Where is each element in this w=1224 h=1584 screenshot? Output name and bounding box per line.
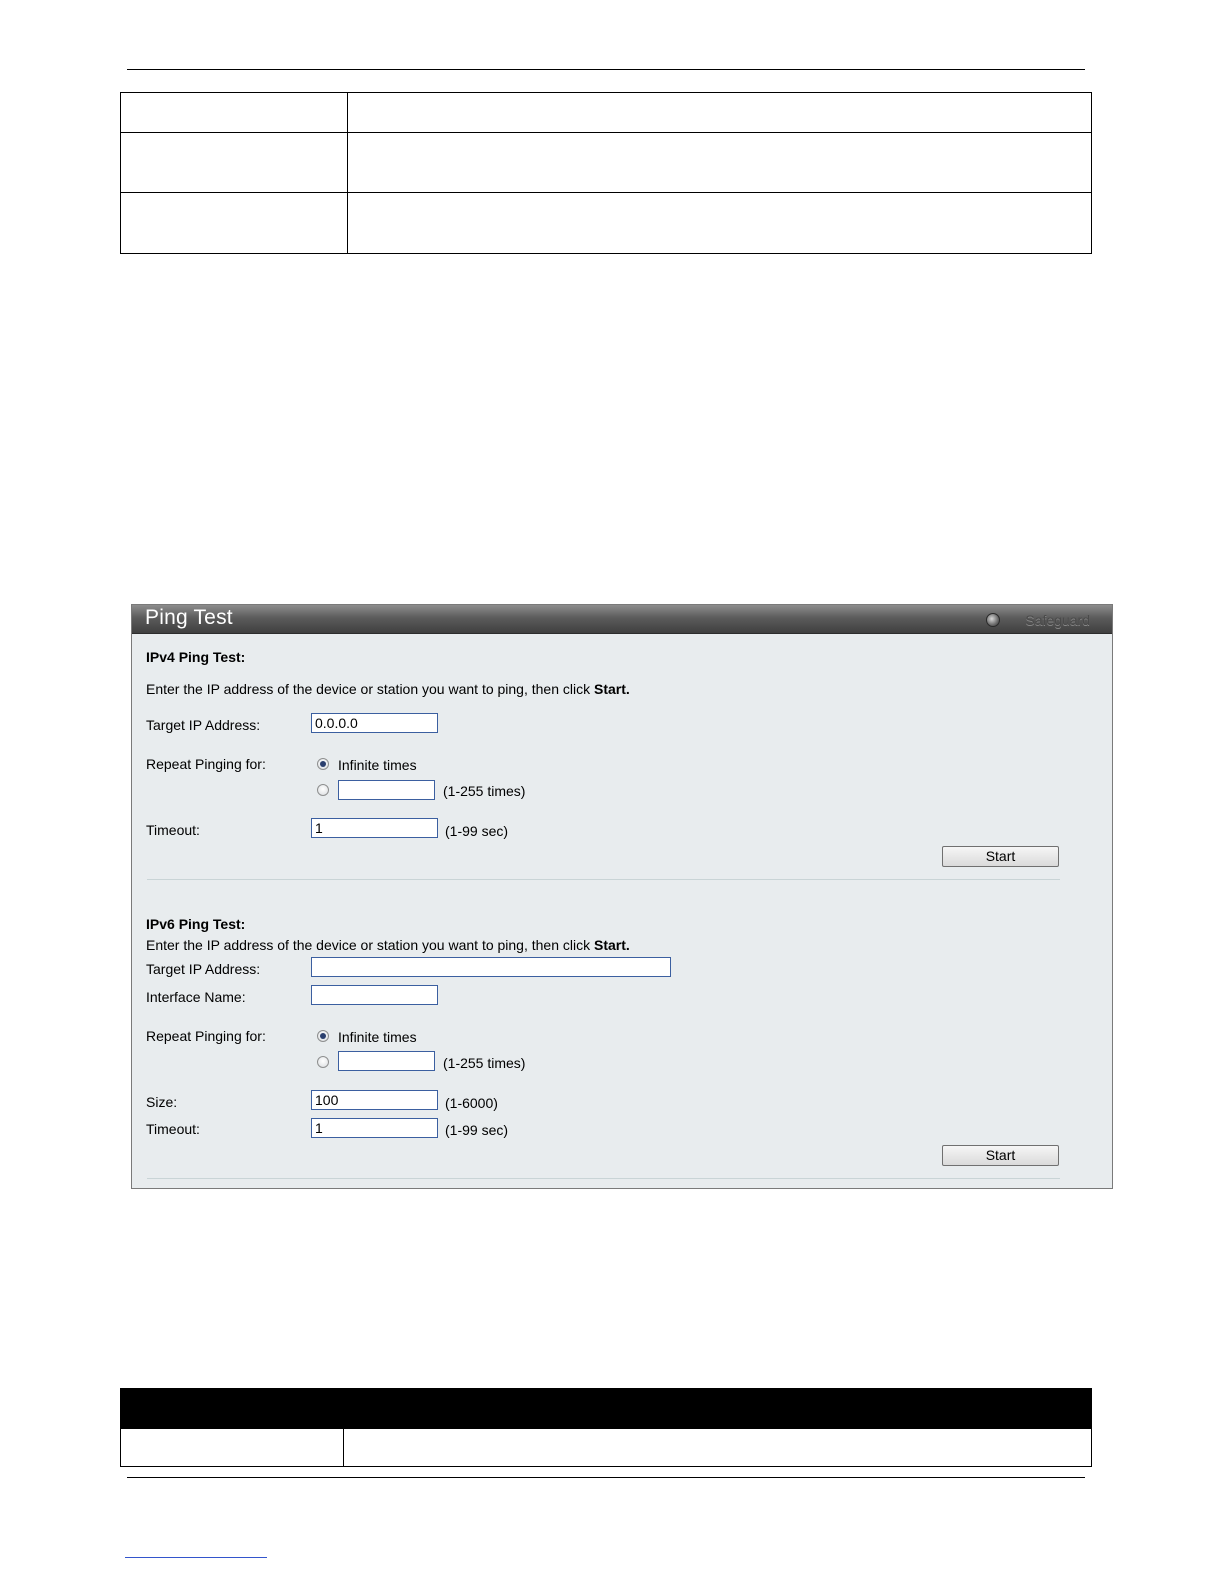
ipv4-infinite-radio[interactable] — [317, 758, 329, 770]
ipv6-timeout-input[interactable]: 1 — [311, 1118, 438, 1138]
ipv6-count-input[interactable] — [338, 1051, 435, 1071]
ipv6-count-radio[interactable] — [317, 1056, 329, 1068]
ipv4-heading: IPv4 Ping Test: — [146, 649, 246, 665]
ipv4-timeout-range: (1-99 sec) — [445, 823, 509, 839]
ipv6-heading: IPv6 Ping Test: — [146, 916, 246, 932]
table-row — [121, 1429, 1092, 1467]
safeguard-label[interactable]: Safeguard — [1025, 612, 1090, 628]
ipv6-timeout-range: (1-99 sec) — [445, 1122, 509, 1138]
panel-header — [132, 605, 1112, 634]
ipv6-size-label: Size: — [146, 1094, 178, 1110]
ipv6-start-button[interactable]: Start — [942, 1145, 1059, 1166]
table-header-row — [121, 1389, 1092, 1429]
ping-test-panel — [131, 604, 1113, 1189]
ipv6-instruction: Enter the IP address of the device or station you want to ping, then click Start. — [146, 937, 630, 953]
ipv6-size-range: (1-6000) — [445, 1095, 498, 1111]
ipv6-infinite-radio[interactable] — [317, 1030, 329, 1042]
ipv4-timeout-input[interactable]: 1 — [311, 818, 438, 838]
ipv6-target-ip-label: Target IP Address: — [146, 961, 261, 977]
ipv4-count-range: (1-255 times) — [443, 783, 526, 799]
ipv4-instruction: Enter the IP address of the device or station you want to ping, then click Start. — [146, 681, 630, 697]
ipv4-infinite-label: Infinite times — [338, 757, 417, 773]
ipv4-repeat-label: Repeat Pinging for: — [146, 756, 266, 772]
table-row — [121, 93, 1092, 133]
section-divider — [147, 879, 1060, 880]
table-row — [121, 133, 1092, 193]
parameter-table-bottom — [120, 1388, 1092, 1467]
ipv4-count-input[interactable] — [338, 780, 435, 800]
ipv6-interface-label: Interface Name: — [146, 989, 246, 1005]
safeguard-icon[interactable] — [986, 613, 1000, 627]
section-divider — [147, 1178, 1060, 1179]
ipv6-repeat-label: Repeat Pinging for: — [146, 1028, 266, 1044]
ipv4-target-ip-label: Target IP Address: — [146, 717, 261, 733]
footer-link-underline[interactable] — [125, 1557, 267, 1558]
ipv6-size-input[interactable]: 100 — [311, 1090, 438, 1110]
ipv6-count-range: (1-255 times) — [443, 1055, 526, 1071]
ipv4-start-button[interactable]: Start — [942, 846, 1059, 867]
ipv6-infinite-label: Infinite times — [338, 1029, 417, 1045]
ipv6-timeout-label: Timeout: — [146, 1121, 200, 1137]
ipv6-target-ip-input[interactable] — [311, 957, 671, 977]
panel-title: Ping Test — [145, 606, 233, 629]
header-rule — [127, 69, 1085, 70]
table-row — [121, 193, 1092, 254]
footer-rule — [127, 1477, 1085, 1478]
ipv4-target-ip-input[interactable]: 0.0.0.0 — [311, 713, 438, 733]
parameter-table-top — [120, 92, 1092, 254]
ipv4-timeout-label: Timeout: — [146, 822, 200, 838]
ipv6-interface-input[interactable] — [311, 985, 438, 1005]
ipv4-count-radio[interactable] — [317, 784, 329, 796]
